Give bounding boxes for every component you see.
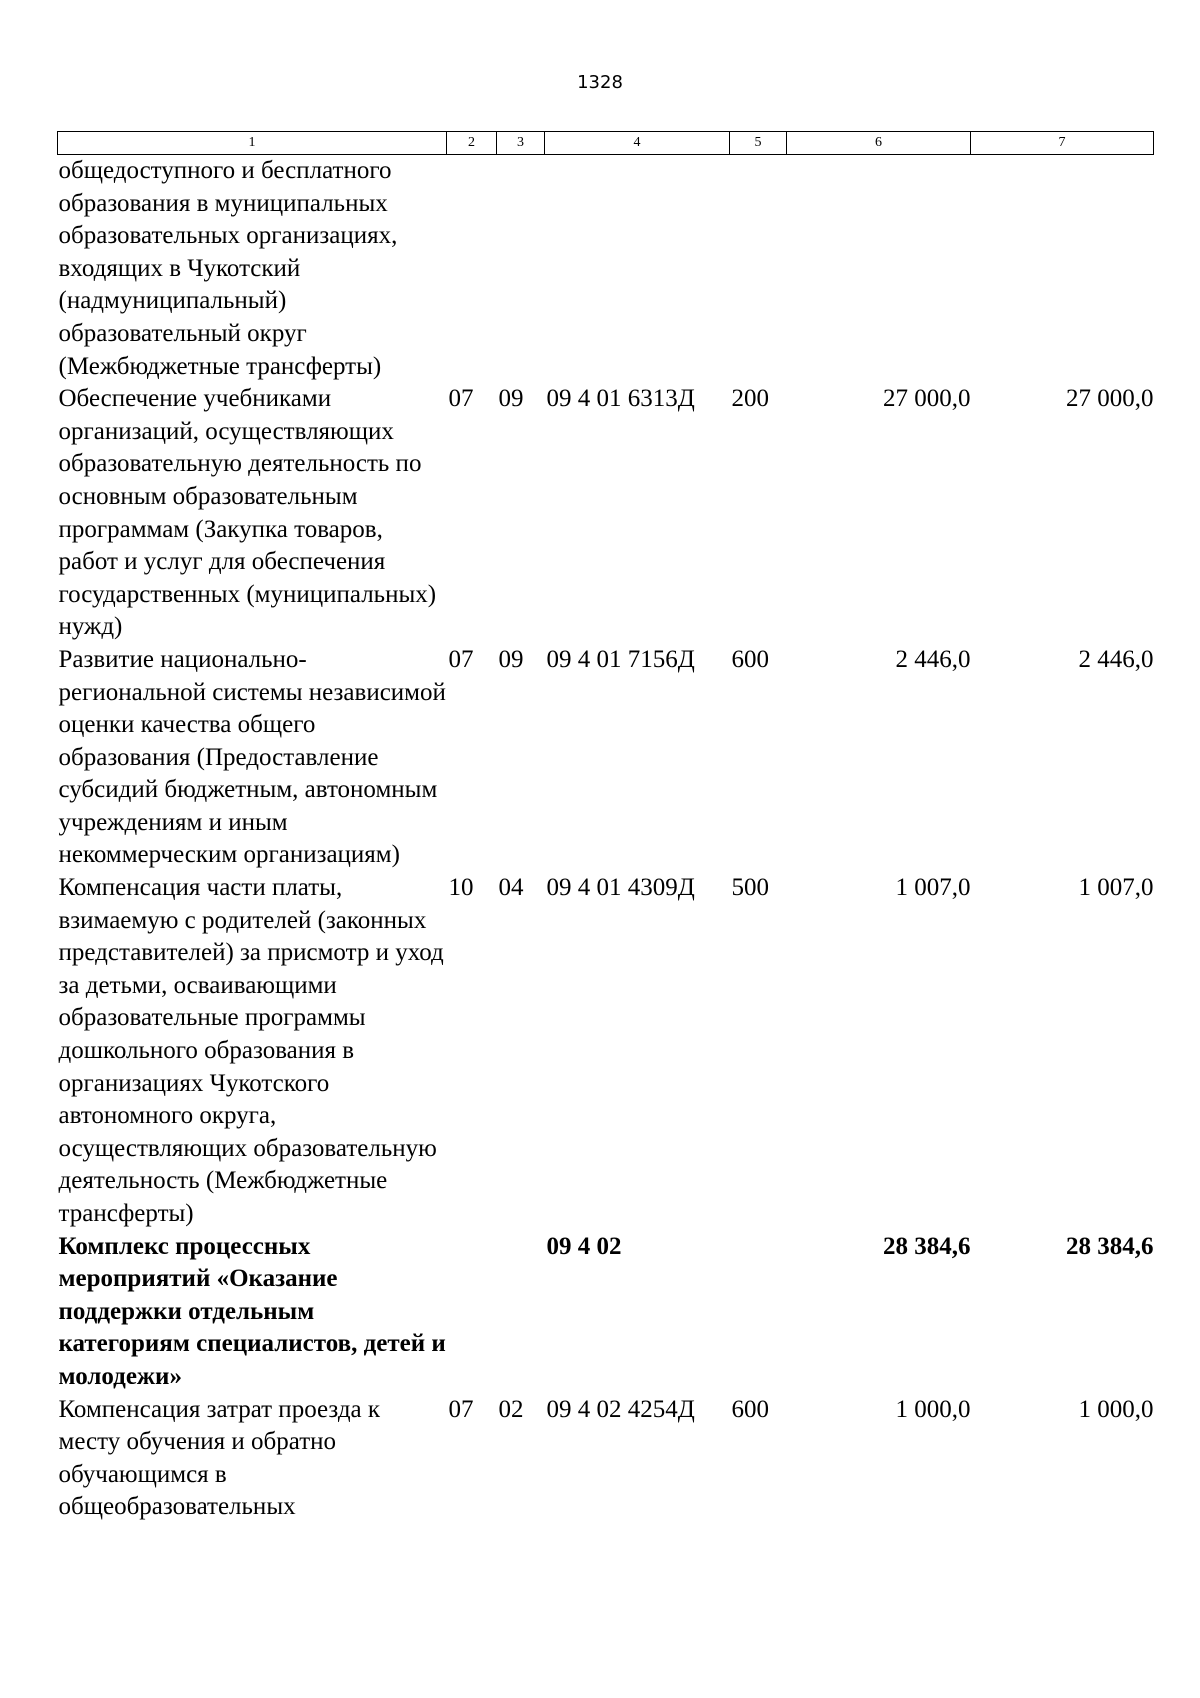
row-section: 07	[448, 645, 474, 673]
row-expense-type: 200	[731, 385, 769, 413]
row-target-article: 09 4 01 6313Д	[546, 385, 695, 413]
row-target-article: 09 4 01 7156Д	[546, 645, 695, 673]
row-section	[447, 1231, 497, 1394]
row-description: Комплекс процессных мероприятий «Оказание поддержки отдельным категориям специалистов, детей и молодежи»	[58, 1232, 446, 1390]
row-amount-year-1: 1 007,0	[895, 874, 971, 902]
header-col-2: 2	[447, 132, 497, 155]
row-subsection	[497, 1231, 545, 1394]
table-row	[58, 383, 1154, 644]
header-col-7: 7	[971, 132, 1154, 155]
header-row	[58, 132, 1154, 155]
row-amount-year-2: 1 007,0	[1078, 874, 1154, 902]
row-amount-year-1: 27 000,0	[883, 385, 971, 413]
row-description: Компенсация затрат проезда к месту обучения и обратно обучающимся в общеобразовательных	[58, 1395, 381, 1521]
table-row	[58, 872, 1154, 1231]
row-subsection: 09	[498, 385, 524, 413]
row-description: Развитие национально-региональной системы независимой оценки качества общего образования (Предоставление субсидий бюджетным, автономным учреждениям и иным некоммерческим организациям)	[58, 645, 446, 869]
table-row-group-heading	[58, 1231, 1154, 1394]
row-target-article: 09 4 01 4309Д	[546, 874, 695, 902]
row-amount-year-2: 1 000,0	[1078, 1395, 1154, 1423]
row-amount-year-2	[971, 155, 1154, 384]
row-description: Компенсация части платы, взимаемую с родителей (законных представителей) за присмотр и уход за детьми, осваивающими образовательные программы дошкольного образования в организациях Чукотского автономного округа, осуществляющих образовательную деятельность (Межбюджетные трансферты)	[58, 874, 444, 1227]
header-col-5: 5	[730, 132, 787, 155]
row-amount-year-1: 28 384,6	[883, 1232, 971, 1260]
row-subsection	[497, 155, 545, 384]
table-row	[58, 1394, 1154, 1524]
row-expense-type	[730, 1231, 787, 1394]
page-number: 1328	[577, 72, 623, 93]
header-col-6: 6	[787, 132, 971, 155]
row-target-article: 09 4 02 4254Д	[546, 1395, 695, 1423]
row-expense-type: 500	[731, 874, 769, 902]
table-header	[58, 132, 1154, 155]
row-subsection: 04	[498, 874, 524, 902]
table-body	[58, 155, 1154, 1524]
row-section: 07	[448, 1395, 474, 1423]
row-section	[447, 155, 497, 384]
row-expense-type: 600	[731, 1395, 769, 1423]
row-amount-year-1: 2 446,0	[895, 645, 971, 673]
row-expense-type: 600	[731, 645, 769, 673]
row-target-article: 09 4 02	[546, 1232, 622, 1260]
row-amount-year-2: 27 000,0	[1066, 385, 1154, 413]
row-expense-type	[730, 155, 787, 384]
row-description: Обеспечение учебниками организаций, осуществляющих образовательную деятельность по основным образовательным программам (Закупка товаров, работ и услуг для обеспечения государственных (муниципальных) нужд)	[58, 385, 437, 641]
row-section: 10	[448, 874, 474, 902]
table-row	[58, 644, 1154, 872]
row-amount-year-2: 2 446,0	[1078, 645, 1154, 673]
table-row	[58, 155, 1154, 384]
header-col-1: 1	[58, 132, 447, 155]
header-col-3: 3	[497, 132, 545, 155]
budget-table	[57, 131, 1154, 1524]
row-amount-year-1	[787, 155, 971, 384]
row-description: общедоступного и бесплатного образования в муниципальных образовательных организациях, входящих в Чукотский (надмуниципальный) образовательный округ (Межбюджетные трансферты)	[58, 157, 398, 380]
row-subsection: 09	[498, 645, 524, 673]
row-subsection: 02	[498, 1395, 524, 1423]
row-amount-year-2: 28 384,6	[1066, 1232, 1154, 1260]
row-target-article	[545, 155, 730, 384]
row-amount-year-1: 1 000,0	[895, 1395, 971, 1423]
header-col-4: 4	[545, 132, 730, 155]
row-section: 07	[448, 385, 474, 413]
